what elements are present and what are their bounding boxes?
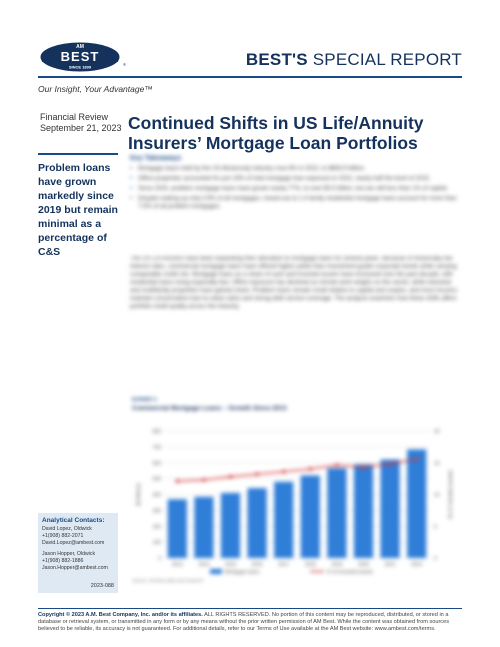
chart-bar [194, 497, 213, 558]
exhibit-chart [130, 393, 460, 583]
chart-bar [221, 493, 240, 558]
y-tick-label: 0 [158, 556, 161, 562]
page-title [128, 113, 468, 153]
chart-bar [248, 488, 267, 558]
x-tick-label: 2017 [278, 562, 290, 568]
y-tick-label: 700 [152, 444, 161, 451]
tagline: Our Insight, Your Advantage™ [38, 84, 153, 94]
y-tick-label: 400 [152, 492, 161, 499]
legend-label: % of invested assets [327, 569, 373, 576]
list-item: • Despite making up only 0.9% of all mortgages, mixed-use & 1-4 family residential mortgage loans account for more than 7.5% of all problem mortgages. [130, 195, 460, 211]
contact-entry [42, 551, 114, 572]
footer-copyright: Copyright © 2023 A.M. Best Company, Inc. and/or its affiliates. [38, 612, 203, 618]
am-best-logo [38, 40, 130, 74]
legend-label: Mortgage loans [225, 569, 260, 576]
report-type: Financial Review [40, 112, 109, 122]
series-point [335, 463, 339, 467]
y2-tick-label: 10 [434, 492, 440, 499]
contact-email[interactable]: Jason.Hopper@ambest.com [42, 565, 108, 571]
list-item: • Office properties accounted for just 19% of total mortgage loan exposure in 2022, nearly half the level of 2015. [130, 175, 460, 183]
pull-quote: Problem loans have grown markedly since 2019 but remain minimal as a percentage of C&S [38, 153, 118, 259]
y-tick-label: 800 [152, 429, 161, 435]
chart-bar [327, 468, 346, 558]
chart-bar [381, 460, 400, 558]
contact-entry [42, 526, 114, 547]
chart-source: Source: AM Best data and research [132, 578, 204, 583]
report-series-title [246, 50, 462, 70]
contact-name: David Lopez, Oldwick [42, 526, 92, 532]
footer-rule [38, 608, 462, 609]
x-tick-label: 2016 [251, 562, 263, 568]
x-tick-label: 2019 [331, 562, 343, 568]
y-tick-label: 600 [152, 460, 161, 467]
analytical-contacts [38, 513, 118, 593]
chart-subtitle: Commercial Mortgage Loans – Growth Since 2013 [132, 405, 287, 412]
chart-bar [168, 499, 187, 558]
y2-tick-label: 5 [434, 524, 437, 531]
series-point [362, 465, 366, 469]
y-tick-label: 500 [152, 476, 161, 483]
series-point [255, 472, 259, 476]
logo-main-text: BEST [60, 49, 100, 64]
contact-email[interactable]: David.Lopez@ambest.com [42, 540, 105, 546]
footer [38, 612, 462, 634]
svg-text:®: ® [123, 62, 126, 67]
y2-tick-label: 0 [434, 556, 437, 562]
legend-swatch [210, 569, 222, 574]
contact-phone: +1(908) 882-2071 [42, 533, 84, 539]
chart-bar [354, 464, 373, 558]
key-takeaways [130, 155, 460, 213]
series-point [415, 457, 419, 461]
x-tick-label: 2013 [171, 562, 183, 568]
y-tick-label: 100 [152, 540, 161, 547]
y2-axis-label: (% of invested assets) [448, 469, 454, 520]
x-tick-label: 2022 [411, 562, 423, 568]
report-title-bold: BEST'S [245, 50, 308, 69]
x-tick-label: 2014 [198, 562, 210, 568]
contacts-heading: Analytical Contacts: [42, 517, 105, 524]
chart-bar [407, 449, 426, 558]
series-point [229, 475, 233, 479]
x-tick-label: 2021 [384, 562, 396, 568]
y-tick-label: 200 [152, 524, 161, 531]
contact-name: Jason Hopper, Oldwick [42, 551, 96, 557]
body-paragraph: The US L/A insurers have been expanding their allocation to mortgage loans for several years. Because of historically low interest rates, commercial mortgage loans have offered higher yields than investment-grade corporate bonds while carrying comparable credit risk. Mortgage loans as a share of cash and invested assets have increased over the past decade, with residential loans rising especially fast. Office exposure has declined as remote work weighs on the sector, while industrial and multifamily properties have gained share. Problem loans remain small relative to capital and surplus, and most insurers maintain conservative loan-to-value ratios and strong debt service coverage. The analysis examines how these shifts affect portfolio credit quality across the industry. [130, 256, 458, 310]
series-point [388, 462, 392, 466]
report-date: September 21, 2023 [40, 123, 122, 133]
footer-legal: ALL RIGHTS RESERVED. No portion of this content may be reproduced, distributed, or stored in a database or retrieval system, or transmitted in any form or by any means without the prior written permission of AM Best. While the content was obtained from sources believed to be reliable, its accuracy is not guaranteed. For additional details, refer to our Terms of Use available at the AM Best website: www.ambest.com/terms. [38, 612, 450, 633]
takeaways-heading: Key Takeaways [130, 155, 182, 162]
x-tick-label: 2015 [224, 562, 237, 568]
y-tick-label: 300 [152, 508, 161, 515]
report-meta [40, 112, 122, 134]
series-point [309, 467, 313, 471]
title-line-2: Insurers’ Mortgage Loan Portfolios [128, 133, 418, 153]
header-rule [38, 76, 462, 78]
report-code: 2023-088 [90, 583, 114, 589]
takeaways-list [130, 165, 460, 211]
chart-svg [130, 393, 460, 583]
chart-bar [274, 482, 293, 558]
y-axis-label: ($ billions) [136, 483, 142, 506]
logo-since-text: SINCE 1899 [68, 64, 92, 70]
x-tick-label: 2020 [357, 562, 370, 568]
y2-tick-label: 20 [434, 429, 440, 435]
list-item: • Mortgage loans held by the US life/annuity industry rose 8% in 2022, to $683.9 billion. [130, 165, 460, 173]
chart-title: Exhibit 1 [132, 397, 158, 403]
list-item: • Since 2020, problem mortgage loans have grown nearly 77%, to over $3.5 billion, but are still less than 1% of capital. [130, 185, 460, 193]
logo-top-text: AM [76, 44, 84, 50]
series-point [282, 470, 286, 474]
series-point [176, 479, 180, 483]
x-tick-label: 2018 [304, 562, 316, 568]
title-line-1: Continued Shifts in US Life/Annuity [128, 113, 424, 133]
report-title-light: SPECIAL REPORT [312, 50, 462, 69]
series-point [202, 478, 206, 482]
chart-bar [301, 475, 320, 558]
y2-tick-label: 15 [434, 460, 440, 467]
contact-phone: +1(908) 882-1886 [42, 558, 84, 564]
